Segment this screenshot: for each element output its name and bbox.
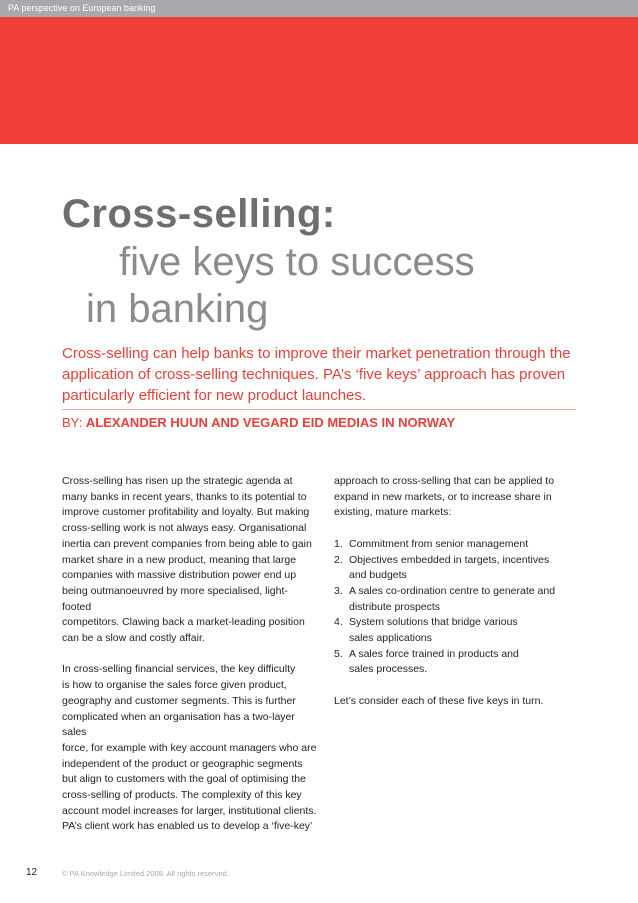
body-line: can be a slow and costly affair. [62, 632, 205, 645]
key-list-item-2 [334, 553, 594, 584]
closing-line: Let’s consider each of these five keys in turn. [334, 694, 544, 707]
body-column-right [334, 474, 594, 710]
body-line: improve customer profitability and loyalty. But making [62, 506, 310, 519]
body-line: cross-selling of products. The complexity of this key [62, 789, 302, 802]
key-text: A sales force trained in products and [349, 647, 519, 660]
running-header-bar [0, 0, 638, 17]
body-line: existing, mature markets: [334, 506, 452, 519]
key-number: 1. [334, 537, 343, 550]
lead-paragraph: Cross-selling can help banks to improve their market penetration through the application of cross-selling techniques. PA’s ‘five keys’ approach has proven particularly efficient for new product launches. [62, 345, 571, 404]
body-line: cross-selling work is not always easy. Organisational [62, 522, 307, 535]
body-column-left [62, 474, 317, 835]
paragraph-gap [334, 678, 594, 694]
key-text: sales processes. [349, 663, 428, 676]
body-line: inertia can prevent companies from being able to gain [62, 537, 312, 550]
key-text: sales applications [349, 632, 432, 645]
article-title-line-1: Cross-selling: [62, 192, 336, 236]
byline-authors: ALEXANDER HUUN AND VEGARD EID MEDIAS IN NORWAY [85, 415, 456, 430]
key-number: 4. [334, 616, 343, 629]
body-line: complicated when an organisation has a two-layer sales [62, 710, 295, 739]
hero-banner [0, 17, 638, 144]
article-title-line-2: five keys to success [119, 240, 475, 284]
paragraph-gap [334, 521, 594, 537]
key-list-item-3 [334, 584, 594, 615]
key-text: distribute prospects [349, 600, 441, 613]
body-line: companies with massive distribution power end up [62, 569, 297, 582]
divider-rule [62, 409, 576, 410]
body-line: being outmanoeuvred by more specialised, light-footed [62, 584, 288, 613]
body-line: is how to organise the sales force given product, [62, 679, 287, 692]
key-number: 3. [334, 584, 343, 597]
body-line: expand in new markets, or to increase share in [334, 490, 552, 503]
key-text: System solutions that bridge various [349, 616, 518, 629]
page-number: 12 [26, 867, 38, 878]
key-text: A sales co-ordination centre to generate and [349, 584, 556, 597]
key-number: 2. [334, 553, 343, 566]
article-title-line-3: in banking [86, 287, 269, 331]
key-number: 5. [334, 647, 343, 660]
copyright-notice: © PA Knowledge Limited 2008. All rights reserved. [62, 869, 229, 878]
paragraph-gap [62, 647, 317, 663]
key-list-item-4 [334, 615, 594, 646]
body-line: but align to customers with the goal of optimising the [62, 773, 306, 786]
key-text: Commitment from senior management [349, 537, 529, 550]
body-line: geography and customer segments. This is further [62, 694, 296, 707]
body-line: many banks in recent years, thanks to its potential to [62, 490, 307, 503]
running-header-label: PA perspective on European banking [8, 3, 156, 13]
body-line: In cross-selling financial services, the key difficulty [62, 663, 296, 676]
key-list-item-5 [334, 647, 594, 678]
body-line: independent of the product or geographic segments [62, 757, 303, 770]
key-list-item-1 [334, 537, 594, 553]
body-line: approach to cross-selling that can be applied to [334, 475, 555, 487]
body-line: Cross-selling has risen up the strategic agenda at [62, 475, 293, 487]
body-line: competitors. Clawing back a market-leading position [62, 616, 305, 629]
body-line: market share in a new product, meaning that large [62, 553, 297, 566]
byline [62, 415, 455, 430]
byline-prefix: BY: [62, 415, 83, 430]
key-text: and budgets [349, 569, 407, 582]
body-line: force, for example with key account managers who are [62, 741, 317, 754]
body-line: account model increases for larger, institutional clients. [62, 804, 317, 817]
key-text: Objectives embedded in targets, incentives [349, 553, 550, 566]
body-line: PA’s client work has enabled us to develop a ‘five-key’ [62, 820, 313, 833]
